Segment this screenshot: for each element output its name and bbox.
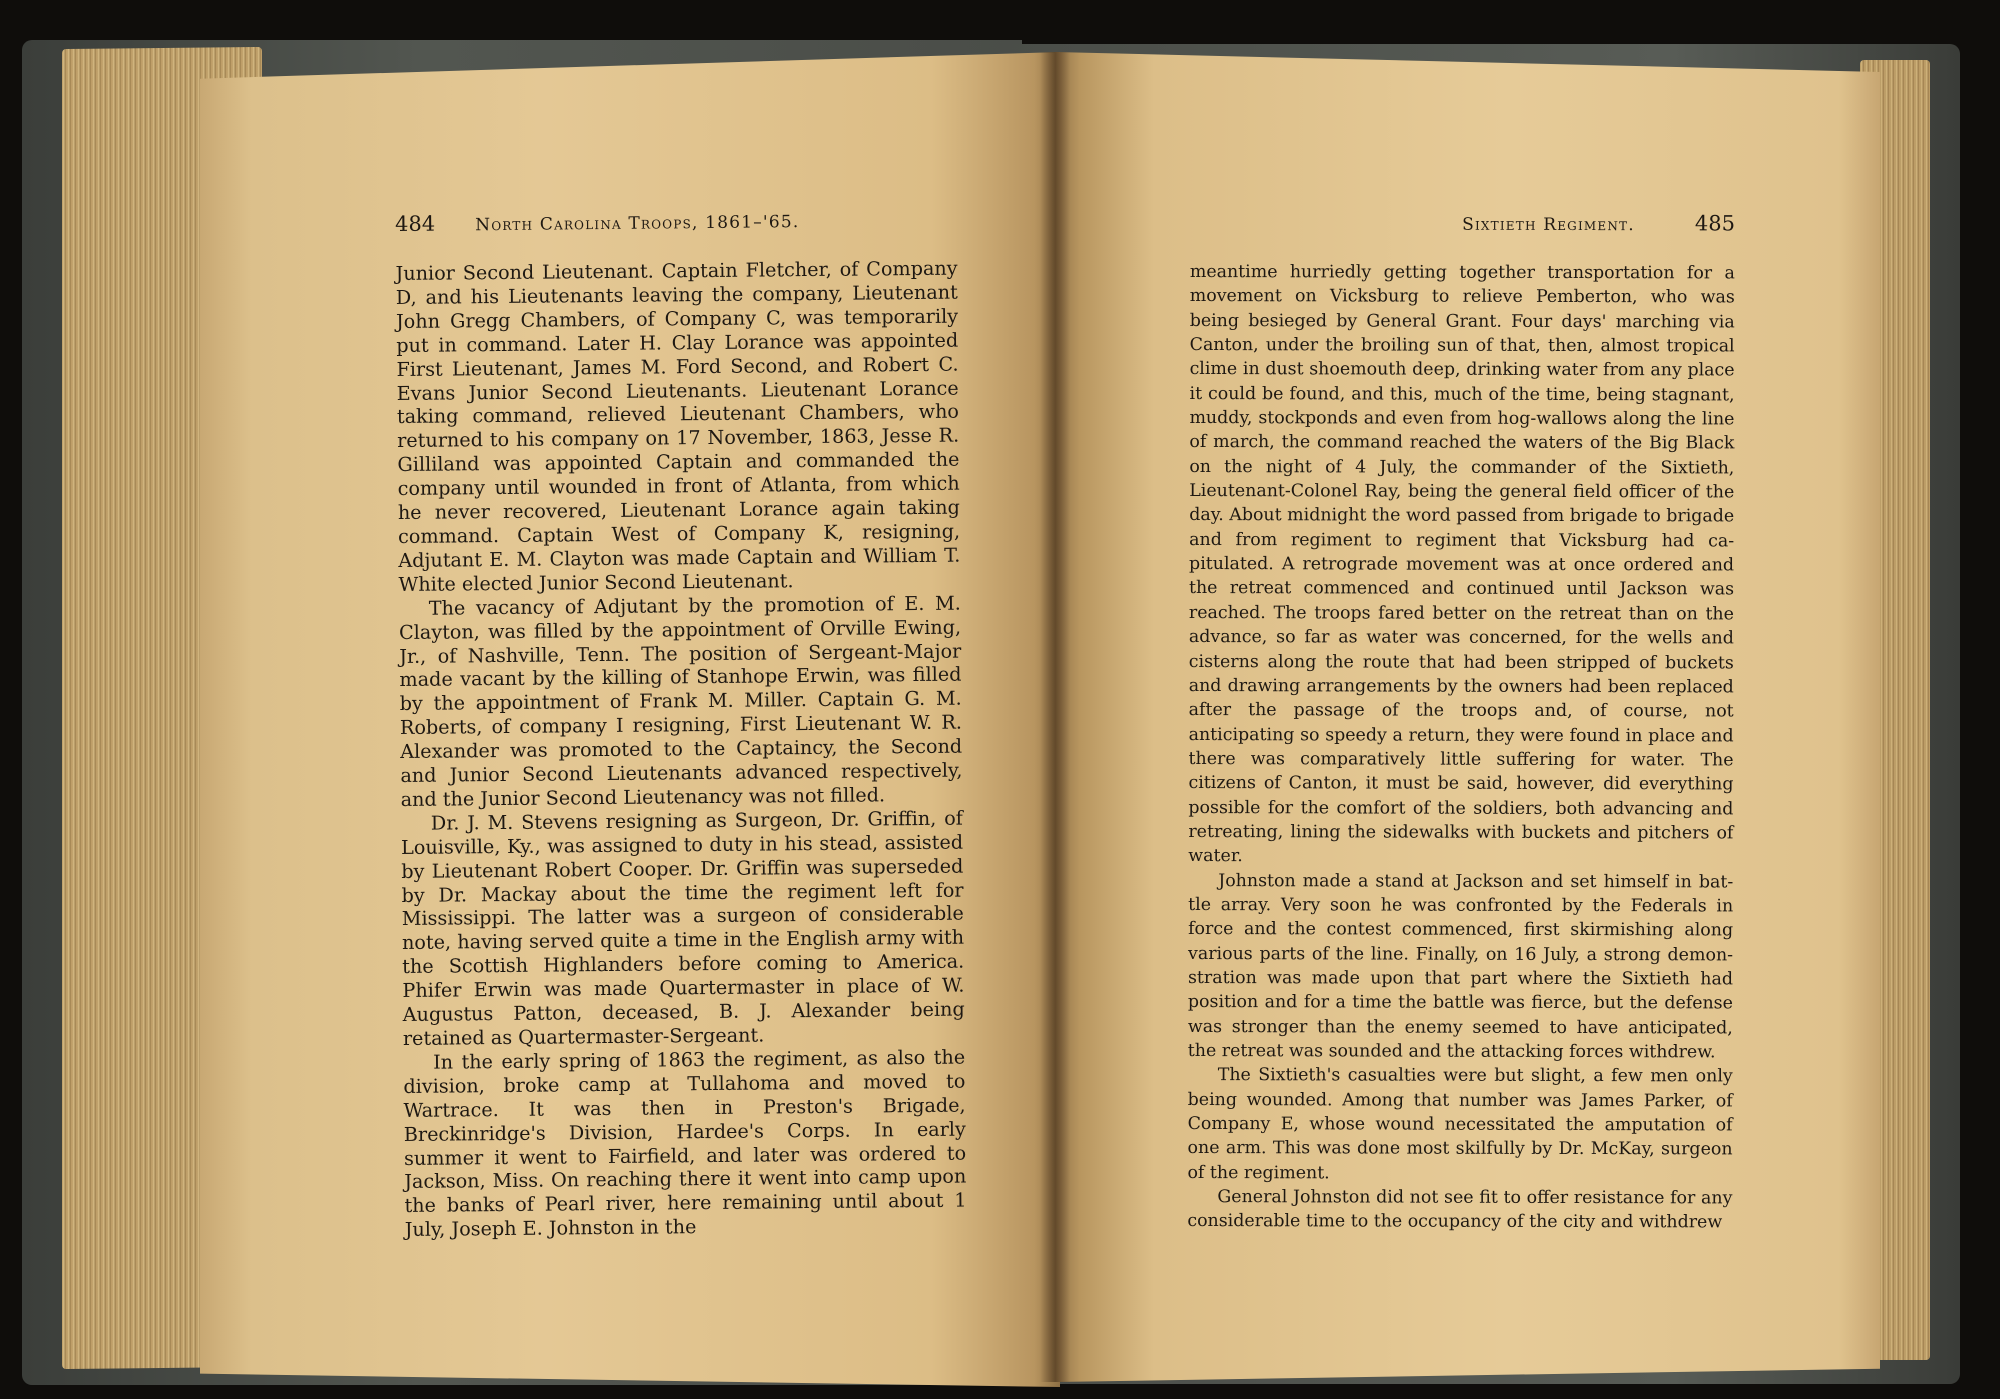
right-page-header — [1190, 210, 1735, 241]
right-page-number: 485 — [1694, 211, 1735, 236]
paragraph: The Sixtieth's casualties were but slight, a few men only being wounded. Among that number was James Parker, of Company E, whose wound necessitated the amputation of one arm. This was done most skilfully by Dr. McKay, surgeon of the regiment. — [1187, 1065, 1733, 1184]
paragraph: The vacancy of Adjutant by the promotion of E. M. Clayton, was filled by the appointment of Orville Ewing, Jr., of Nashville, Tenn. The position of Sergeant-Major made vacant by the killing of Stanhope Erwin, was filled by the appointment of Frank M. Miller. Captain G. M. Roberts, of company I resigning, First Lieutenant W. R. Alexander was promoted to the Captaincy, the Second and Junior Second Lieutenants advanced respectively, and the Junior Second Lieutenancy was not filled. — [398, 591, 963, 811]
paragraph: General Johnston did not see fit to offer resistance for any considerable time to the occupancy of the city and withdrew — [1187, 1187, 1733, 1233]
paragraph: In the early spring of 1863 the regiment, as also the division, broke camp at Tullahoma and moved to Wartrace. It was then in Preston's Brigade, Breckinridge's Division, Hardee's Corps. In early summer it went to Fairfield, and later was ordered to Jackson, Miss. On reaching there it went into camp upon the banks of Pearl river, here remaining until about 1 July, Joseph E. Johnston in the — [403, 1045, 967, 1242]
left-page-text — [395, 207, 967, 1243]
right-running-head: Sixtieth Regiment. — [1462, 214, 1635, 236]
right-page-body — [1187, 260, 1735, 1235]
paragraph: Junior Second Lieutenant. Captain Fletcher, of Company D, and his Lieutenants leaving the company, Lieutenant John Gregg Chambers, of Company C, was temporarily put in command. Later H. Clay Lorance was appointed First Lieutenant, James M. Ford Second, and Robert C. Evans Junior Second Lieutenants. Lieutenant Lorance taking command, relieved Lieutenant Chambers, who returned to his company on 17 November, 1863, Jesse R. Gilliland was appointed Captain and commanded the company until wounded in front of Atlanta, from which he never recovered, Lieutenant Lorance again taking command. Captain West of Company K, resigning, Adjutant E. M. Clayton was made Captain and William T. White elected Junior Second Lieutenant. — [395, 256, 961, 596]
paragraph: meantime hurriedly getting together transportation for a movement on Vicksburg to relieve Pemberton, who was being besieged by General Grant. Four days' marching via Canton, under the broiling sun of that, then, almost tropical clime in dust shoemouth deep, drinking water from any place it could be found, and this, much of the time, being stagnant, muddy, stockponds and even from hog-wallows along the line of march, the command reached the waters of the Big Black on the night of 4 July, the commander of the Sixtieth, Lieutenant-Colonel Ray, being the general field officer of the day. About midnight the word passed from brigade to brigade and from regiment to regiment that Vicksburg had capitulated. A retrograde movement was at once ordered and the retreat commenced and continued until Jackson was reached. The troops fared better on the retreat than on the advance, so far as water was concerned, for the wells and cisterns along the route that had been stripped of buckets and drawing arrangements by the owners had been replaced after the passage of the troops and, of course, not anticipating so speedy a return, they were found in place and there was comparatively little suffering for water. The citizens of Canton, it must be said, however, did everything possible for the comfort of the soldiers, both advancing and retreating, lining the sidewalks with buckets and pitchers of water. — [1188, 261, 1735, 867]
book-gutter — [1040, 52, 1070, 1382]
left-page-body — [395, 257, 966, 1243]
paragraph: Johnston made a stand at Jackson and set himself in battle array. Very soon he was confronted by the Federals in force and the contest commenced, first skirmishing along various parts of the line. Finally, on 16 July, a strong demonstration was made upon that part where the Sixtieth had position and for a time the battle was fierce, but the defense was stronger than the enemy seemed to have anticipated, the retreat was sounded and the attacking forces withdrew. — [1187, 870, 1734, 1063]
right-page-text — [1187, 210, 1735, 1235]
left-page-number: 484 — [395, 211, 436, 236]
left-page-header — [395, 207, 957, 242]
paragraph: Dr. J. M. Stevens resigning as Surgeon, Dr. Griffin, of Louisville, Ky., was assigned to duty in his stead, assisted by Lieutenant Robert Cooper. Dr. Griffin was superseded by Dr. Mackay about the time the regiment left for Mississippi. The latter was a surgeon of considerable note, having served quite a time in the English army with the Scottish Highlanders before coming to America. Phifer Erwin was made Quartermaster in place of W. Augustus Patton, deceased, B. J. Alexander being retained as Quartermaster-Sergeant. — [400, 806, 965, 1050]
left-running-head: North Carolina Troops, 1861–'65. — [475, 212, 800, 236]
